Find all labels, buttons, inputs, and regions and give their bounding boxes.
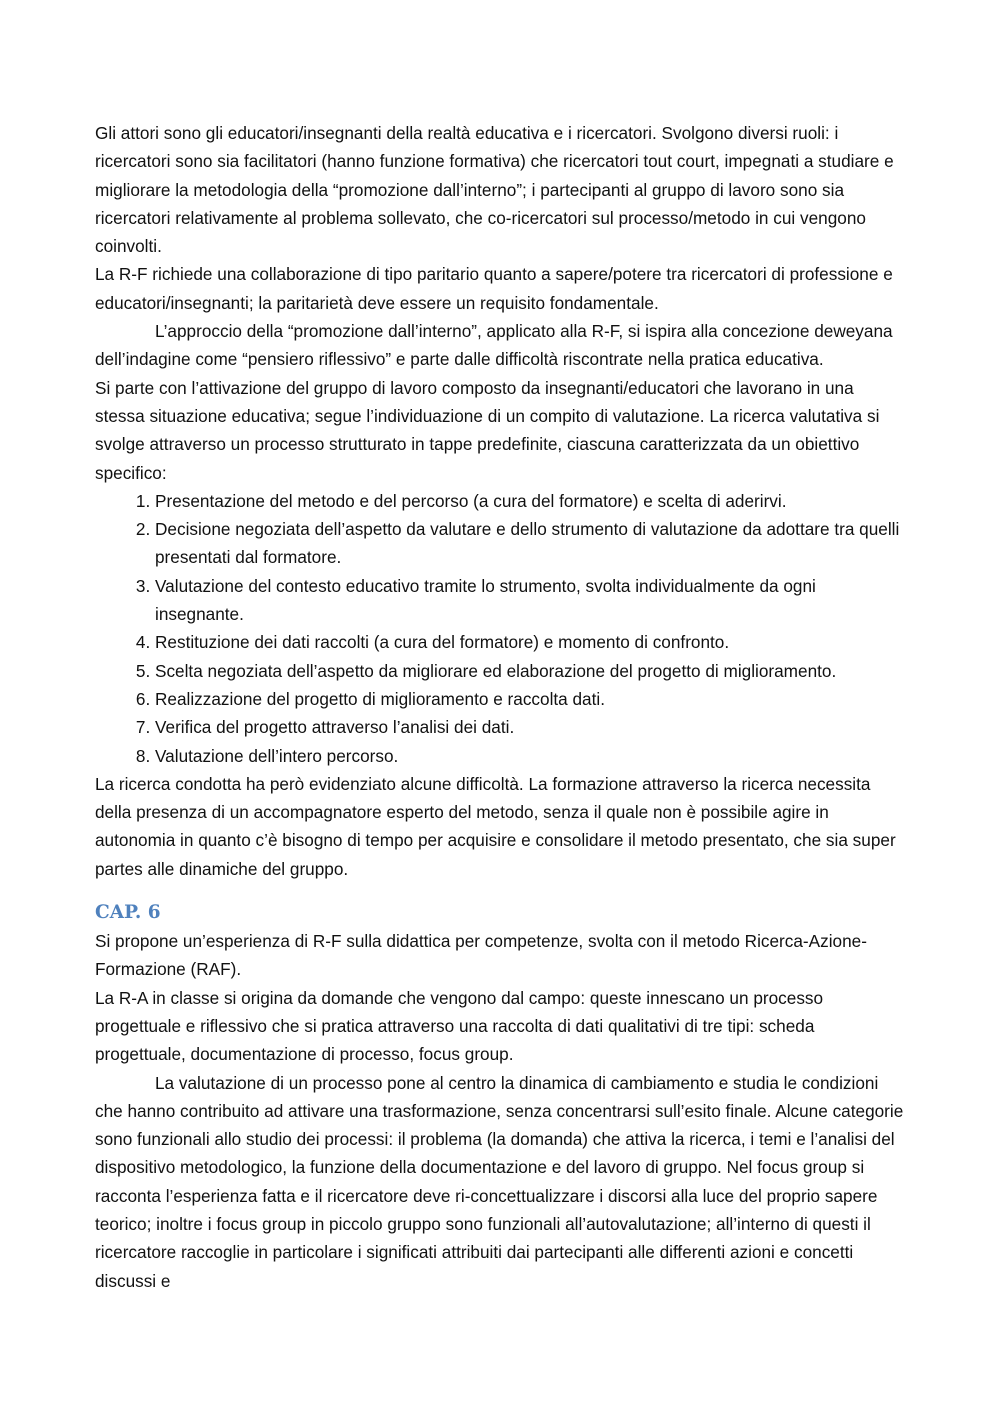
list-item: 1. Presentazione del metodo e del percorso (a cura del formatore) e scelta di aderirvi.	[155, 487, 904, 515]
chapter-heading: CAP. 6	[95, 902, 161, 924]
list-item: 2. Decisione negoziata dell’aspetto da valutare e dello strumento di valutazione da adottare tra quelli presentati dal formatore.	[155, 515, 904, 572]
list-item: 3. Valutazione del contesto educativo tramite lo strumento, svolta individualmente da ogni insegnante.	[155, 572, 904, 629]
list-item: 4. Restituzione dei dati raccolti (a cura del formatore) e momento di confronto.	[155, 628, 904, 656]
paragraph-raf: Si propone un’esperienza di R-F sulla didattica per competenze, svolta con il metodo Ricerca-Azione-Formazione (RAF).	[95, 931, 867, 980]
steps-list	[95, 487, 904, 770]
paragraph-actors: Gli attori sono gli educatori/insegnanti della realtà educativa e i ricercatori. Svolgono diversi ruoli: i ricercatori sono sia facilitatori (hanno funzione formativa) che ricercatori tout court, impegnati a studiare e migliorare la metodologia della “promozione dall’interno”; i partecipanti al gruppo di lavoro sono sia ricercatori relativamente al problema sollevato, che co-ricercatori sul processo/metodo in cui vengono coinvolti.	[95, 123, 894, 257]
paragraph-approach: L’approccio della “promozione dall’interno”, applicato alla R-F, si ispira alla concezione deweyana dell’indagine come “pensiero riflessivo” e parte dalle difficoltà riscontrate nella pratica educativa.	[95, 321, 893, 370]
list-item: 7. Verifica del progetto attraverso l’analisi dei dati.	[155, 713, 904, 741]
paragraph-collaboration: La R-F richiede una collaborazione di tipo paritario quanto a sapere/potere tra ricercatori di professione e educatori/insegnanti; la paritarietà deve essere un requisito fondamentale.	[95, 264, 893, 313]
paragraph-process: Si parte con l’attivazione del gruppo di lavoro composto da insegnanti/educatori che lavorano in una stessa situazione educativa; segue l’individuazione di un compito di valutazione. La ricerca valutativa si svolge attraverso un processo strutturato in tappe predefinite, ciascuna caratterizzata da un obiettivo specifico:	[95, 377, 880, 483]
list-item: 8. Valutazione dell’intero percorso.	[155, 742, 904, 770]
list-item: 6. Realizzazione del progetto di miglioramento e raccolta dati.	[155, 685, 904, 713]
paragraph-valutazione: La valutazione di un processo pone al centro la dinamica di cambiamento e studia le condizioni che hanno contribuito ad attivare una trasformazione, senza concentrarsi sull’esito finale. Alcune categorie sono funzionali allo studio dei processi: il problema (la domanda) che attiva la ricerca, i temi e l’analisi del dispositivo metodologico, la funzione della documentazione e del lavoro di gruppo. Nel focus group si racconta l’esperienza fatta e il ricercatore deve ri-concettualizzare i discorsi alla luce del proprio sapere teorico; inoltre i focus group in piccolo gruppo sono funzionali all’autovalutazione; all’interno di questi il ricercatore raccoglie in particolare i significati attribuiti dai partecipanti alle differenti azioni e concetti discussi e	[95, 1072, 904, 1291]
paragraph-difficulties: La ricerca condotta ha però evidenziato alcune difficoltà. La formazione attraverso la ricerca necessita della presenza di un accompagnatore esperto del metodo, senza il quale non è possibile agire in autonomia in quanto c’è bisogno di tempo per acquisire e consolidare il metodo presentato, che sia super partes alle dinamiche del gruppo.	[95, 773, 896, 879]
list-item: 5. Scelta negoziata dell’aspetto da migliorare ed elaborazione del progetto di miglioramento.	[155, 657, 904, 685]
paragraph-ra-classe: La R-A in classe si origina da domande che vengono dal campo: queste innescano un processo progettuale e riflessivo che si pratica attraverso una raccolta di dati qualitativi di tre tipi: scheda progettuale, documentazione di processo, focus group.	[95, 987, 824, 1065]
